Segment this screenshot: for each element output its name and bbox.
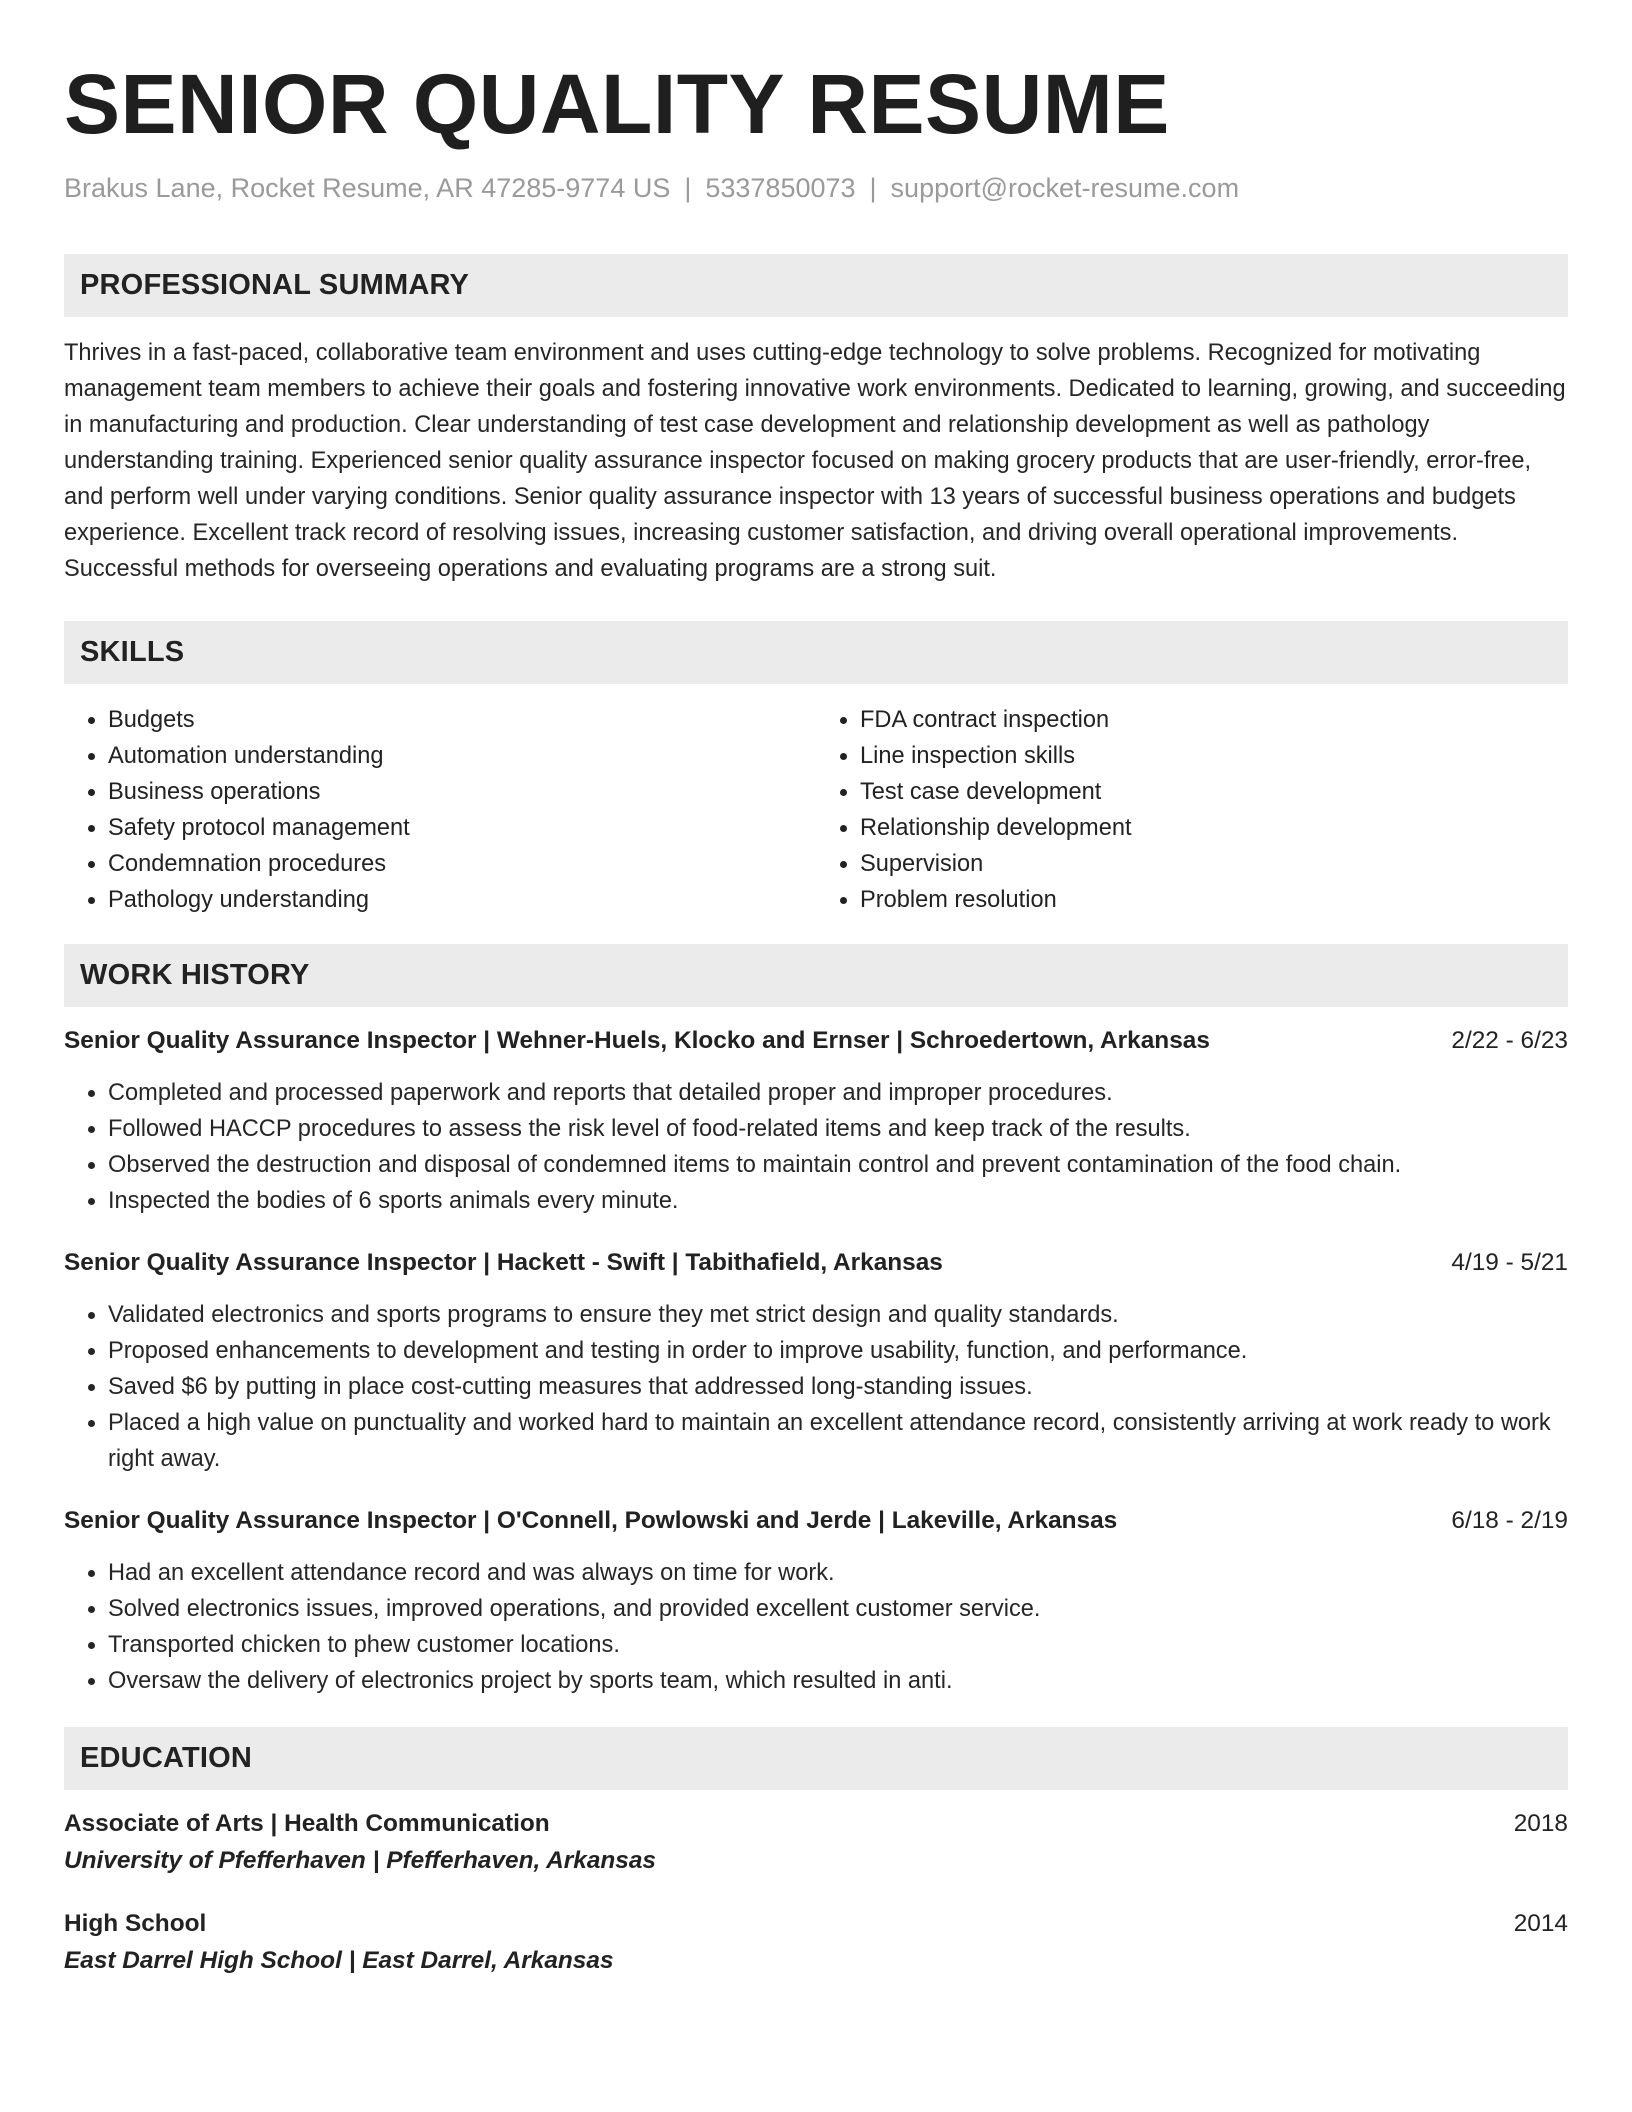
skills-column-left [64,702,816,918]
job-bullet: • Completed and processed paperwork and reports that detailed proper and improper procedures. [108,1075,1568,1111]
skills-list [64,702,1568,918]
education-heading: EDUCATION [64,1727,1568,1790]
skill-item: • Line inspection skills [860,738,1568,774]
job-bullet: • Proposed enhancements to development and testing in order to improve usability, function, and performance. [108,1333,1568,1369]
job-entry [64,1023,1568,1219]
skill-item: • Condemnation procedures [108,846,816,882]
job-bullet: • Transported chicken to phew customer locations. [108,1627,1568,1663]
job-bullet: • Placed a high value on punctuality and worked hard to maintain an excellent attendance record, consistently arriving at work ready to work right away. [108,1405,1568,1477]
skill-item: • Problem resolution [860,882,1568,918]
job-title: Senior Quality Assurance Inspector | Wehner-Huels, Klocko and Ernser | Schroedertown, Arkansas [64,1027,1210,1054]
skill-item: • Supervision [860,846,1568,882]
contact-address: Brakus Lane, Rocket Resume, AR 47285-9774 US [64,173,671,203]
skill-item: • Safety protocol management [108,810,816,846]
job-bullet: • Observed the destruction and disposal of condemned items to maintain control and prevent contamination of the food chain. [108,1147,1568,1183]
job-title: Senior Quality Assurance Inspector | O'Connell, Powlowski and Jerde | Lakeville, Arkansas [64,1507,1118,1534]
job-bullet: • Saved $6 by putting in place cost-cutting measures that addressed long-standing issues. [108,1369,1568,1405]
degree: High School [64,1910,207,1937]
skills-heading: SKILLS [64,621,1568,684]
skill-item: • FDA contract inspection [860,702,1568,738]
job-header [64,1245,1568,1281]
skill-item: • Pathology understanding [108,882,816,918]
job-header [64,1503,1568,1539]
contact-separator: | [684,173,692,203]
school-name: East Darrel High School | East Darrel, Arkansas [64,1947,614,1974]
summary-heading: PROFESSIONAL SUMMARY [64,254,1568,317]
job-title: Senior Quality Assurance Inspector | Hackett - Swift | Tabithafield, Arkansas [64,1249,943,1276]
job-dates: 4/19 - 5/21 [1451,1249,1568,1276]
skill-item: • Budgets [108,702,816,738]
job-header [64,1023,1568,1059]
summary-text: Thrives in a fast-paced, collaborative team environment and uses cutting-edge technology to solve problems. Recognized for motivating management team members to achieve their goals and fostering innovative work environments. Dedicated to learning, growing, and succeeding in manufacturing and production. Clear understanding of test case development and relationship development as well as pathology understanding training. Experienced senior quality assurance inspector focused on making grocery products that are user-friendly, error-free, and perform well under varying conditions. Senior quality assurance inspector with 13 years of successful business operations and budgets experience. Excellent track record of resolving issues, increasing customer satisfaction, and driving overall operational improvements. Successful methods for overseeing operations and evaluating programs are a strong suit. [64,340,1566,582]
job-dates: 2/22 - 6/23 [1451,1027,1568,1054]
contact-phone: 5337850073 [705,173,856,203]
skills-column-right [816,702,1568,918]
contact-line [64,170,1568,206]
job-bullet: • Followed HACCP procedures to assess the risk level of food-related items and keep track of the results. [108,1111,1568,1147]
job-bullets [64,1555,1568,1699]
graduation-year: 2018 [1513,1810,1568,1837]
skill-item: • Business operations [108,774,816,810]
skill-item: • Automation understanding [108,738,816,774]
contact-email: support@rocket-resume.com [890,173,1240,203]
education-header [64,1806,1568,1842]
job-bullet: • Had an excellent attendance record and was always on time for work. [108,1555,1568,1591]
job-bullet: • Solved electronics issues, improved operations, and provided excellent customer service. [108,1591,1568,1627]
degree: Associate of Arts | Health Communication [64,1810,550,1837]
education-header [64,1906,1568,1942]
school-name: University of Pfefferhaven | Pfefferhaven, Arkansas [64,1847,656,1874]
job-dates: 6/18 - 2/19 [1451,1507,1568,1534]
job-entry [64,1503,1568,1699]
job-bullets [64,1075,1568,1219]
job-bullet: • Oversaw the delivery of electronics project by sports team, which resulted in anti. [108,1663,1568,1699]
skill-item: • Relationship development [860,810,1568,846]
job-entry [64,1245,1568,1477]
education-entry [64,1806,1568,1880]
resume-title: SENIOR QUALITY RESUME [64,57,1170,151]
job-bullets [64,1297,1568,1477]
skill-item: • Test case development [860,774,1568,810]
contact-separator: | [869,173,877,203]
education-entry [64,1906,1568,1980]
job-bullet: • Validated electronics and sports programs to ensure they met strict design and quality standards. [108,1297,1568,1333]
work-history-heading: WORK HISTORY [64,944,1568,1007]
job-bullet: • Inspected the bodies of 6 sports animals every minute. [108,1183,1568,1219]
graduation-year: 2014 [1513,1910,1568,1937]
